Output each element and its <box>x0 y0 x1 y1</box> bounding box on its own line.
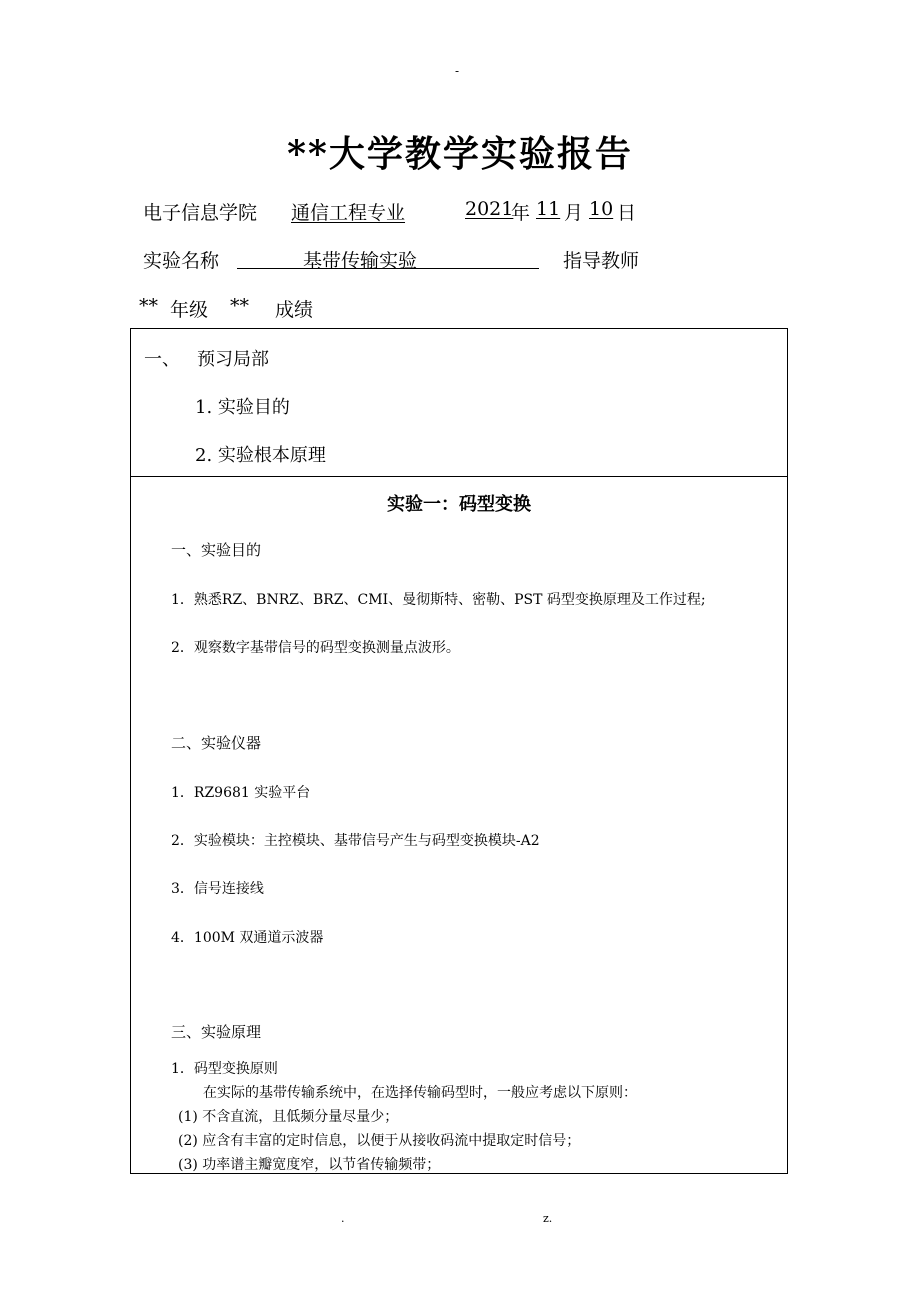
equipment-item: 2．实验模块：主控模块、基带信号产生与码型变换模块-A2 <box>171 833 540 849</box>
purpose-item: 1．熟悉RZ、BNRZ、BRZ、CMI、曼彻斯特、密勒、PST 码型变换原理及工作过程; <box>171 592 706 608</box>
prep-heading: 预习局部 <box>197 349 269 370</box>
principle-item: (2) 应含有丰富的定时信息，以便于从接收码流中提取定时信号； <box>178 1133 581 1149</box>
equipment-item: 1．RZ9681 实验平台 <box>171 785 311 801</box>
prep-item: 2. 实验根本原理 <box>195 445 326 466</box>
year: 2021 <box>465 198 514 220</box>
exp-name-label: 实验名称 <box>143 250 220 272</box>
equipment-item: 3．信号连接线 <box>171 881 264 897</box>
prep-item: 1. 实验目的 <box>195 397 290 418</box>
year-unit: 年 <box>511 202 531 224</box>
grade-prefix: ** <box>139 295 158 317</box>
principle-item: (3) 功率谱主瓣宽度窄，以节省传输频带； <box>178 1157 441 1173</box>
exp-name-value: 基带传输实验 <box>303 250 418 272</box>
month: 11 <box>536 198 561 220</box>
principle-item: (1) 不含直流，且低频分量尽量少； <box>178 1109 399 1125</box>
equipment-item: 4．100M 双通道示波器 <box>171 930 324 946</box>
day: 10 <box>589 198 614 220</box>
score-label: 成绩 <box>275 299 314 321</box>
purpose-item: 2．观察数字基带信号的码型变换测量点波形。 <box>171 640 460 656</box>
report-title: **大学教学实验报告 <box>287 133 633 175</box>
header-mark: - <box>455 64 460 78</box>
day-unit: 日 <box>617 202 637 224</box>
prep-heading-num: 一、 <box>144 349 180 370</box>
principle-heading: 三、实验原理 <box>171 1023 262 1041</box>
advisor-label: 指导教师 <box>563 250 640 272</box>
month-unit: 月 <box>564 202 584 224</box>
experiment-title: 实验一：码型变换 <box>387 494 531 515</box>
grade-suffix: ** <box>230 295 249 317</box>
purpose-heading: 一、实验目的 <box>171 541 262 559</box>
major: 通信工程专业 <box>291 202 406 224</box>
grade-label: 年级 <box>170 299 209 321</box>
college: 电子信息学院 <box>143 202 258 224</box>
principle-subheading: 1．码型变换原则 <box>171 1061 278 1077</box>
footer-left-mark: . <box>341 1212 345 1225</box>
footer-right-mark: z. <box>543 1212 553 1225</box>
principle-intro: 在实际的基带传输系统中，在选择传输码型时，一般应考虑以下原则： <box>203 1085 637 1101</box>
equipment-heading: 二、实验仪器 <box>171 734 262 752</box>
